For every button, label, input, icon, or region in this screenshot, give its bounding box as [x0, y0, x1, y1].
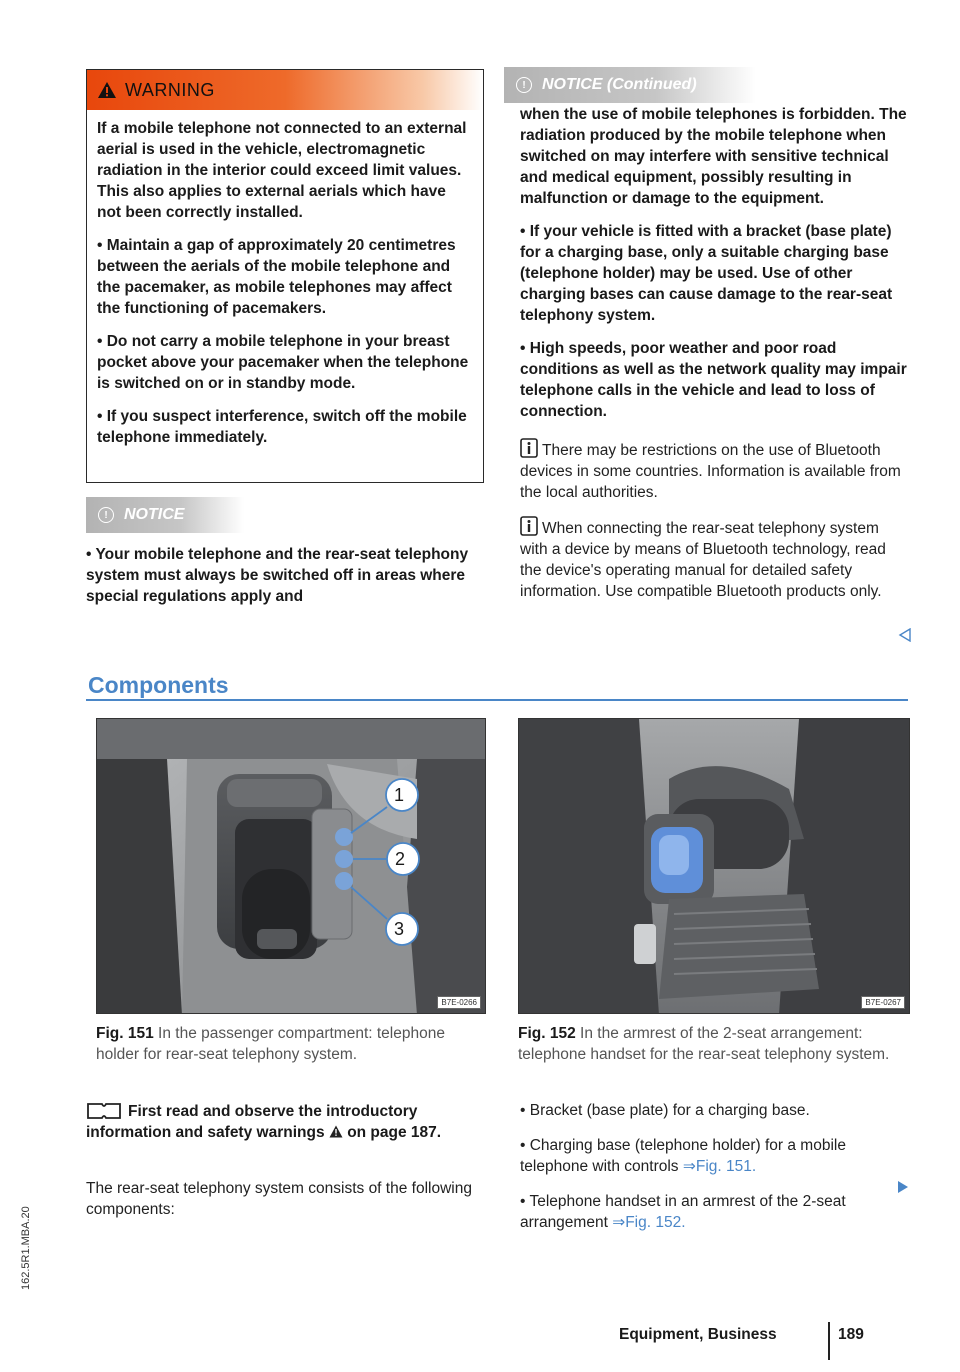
figure-link[interactable]: ⇒Fig. 151.: [682, 1158, 757, 1175]
notice-text-right: [520, 104, 915, 434]
warning-paragraph: If a mobile telephone not connected to an external aerial is used in the vehicle, electromagnetic radiation in the interior could exceed limit values. This also applies to external aerials which have not been correctly installed.: [97, 120, 467, 221]
list-item-text: • Charging base (telephone holder) for a mobile telephone with controls: [520, 1137, 846, 1175]
warning-triangle-icon: [97, 81, 117, 99]
info-note: [520, 516, 895, 602]
continue-arrow-icon: [896, 1180, 910, 1194]
warning-body: [87, 110, 483, 448]
notice-paragraph: when the use of mobile telephones is forbidden. The radiation produced by the mobile telephone when switched on may interfere with sensitive technical and medical equipment, possibly resulting in malfunction or damage to the equipment.: [520, 106, 907, 207]
read-first-text: First read and observe the introductory information and safety warnings: [86, 1103, 418, 1141]
figure-152-caption: [518, 1023, 908, 1065]
info-note-text: There may be restrictions on the use of Bluetooth devices in some countries. Information is available from the local authorities.: [520, 442, 901, 501]
side-code: 162.5R1.MBA.20: [20, 1206, 32, 1290]
page-number: 189: [838, 1326, 864, 1343]
figure-152-image: [518, 718, 910, 1014]
figure-number: Fig. 152: [518, 1025, 576, 1042]
notice-icon: !: [516, 77, 532, 93]
figure-caption-text: In the armrest of the 2-seat arrangement: telephone handset for the rear-seat telephony system.: [518, 1025, 890, 1063]
components-list: [520, 1100, 895, 1247]
figure-151-caption: [96, 1023, 476, 1065]
notice-bullet: • High speeds, poor weather and poor road conditions as well as the network quality may impair telephone calls in the vehicle and lead to loss of connection.: [520, 340, 907, 420]
callout-1: 1: [394, 785, 405, 805]
list-item: [520, 1191, 895, 1233]
callout-3: 3: [394, 919, 405, 939]
notice-title: NOTICE: [124, 506, 185, 523]
section-divider: [86, 699, 908, 701]
warning-box: [86, 69, 484, 483]
list-item-text: • Telephone handset in an armrest of the 2-seat arrangement: [520, 1193, 846, 1231]
notice-paragraph: • Your mobile telephone and the rear-seat telephony system must always be switched off in areas where special regulations apply and: [86, 546, 469, 605]
callout-2: 2: [395, 849, 406, 869]
telephone-holder-illustration: [97, 719, 486, 1014]
notice-bullet: • If your vehicle is fitted with a bracket (base plate) for a charging base, only a suitable charging base (telephone holder) may be used. Use of other charging bases can cause damage to the rear-seat telephony system.: [520, 223, 893, 324]
book-icon: [86, 1100, 122, 1120]
notice-continued-title: NOTICE (Continued): [542, 76, 697, 93]
info-icon: [520, 438, 538, 458]
notice-continued-header: [504, 67, 756, 103]
list-item: [520, 1135, 895, 1177]
info-note: [520, 438, 910, 503]
intro-paragraph: The rear-seat telephony system consists of the following components:: [86, 1180, 472, 1218]
list-item: [520, 1100, 895, 1121]
back-arrow-icon: [898, 628, 912, 642]
figure-link[interactable]: ⇒Fig. 152.: [612, 1214, 686, 1231]
figure-151-image: [96, 718, 486, 1014]
footer-section: Equipment, Business: [619, 1326, 777, 1343]
notice-text-left: [86, 544, 486, 619]
list-item-text: • Bracket (base plate) for a charging base.: [520, 1102, 810, 1119]
intro-text: [86, 1178, 486, 1232]
page-reference: on page 187.: [347, 1124, 442, 1141]
warning-header: [87, 70, 483, 110]
section-title: Components: [88, 672, 229, 698]
figure-caption-text: In the passenger compartment: telephone holder for rear-seat telephony system.: [96, 1025, 445, 1063]
warning-bullet: • If you suspect interference, switch off the mobile telephone immediately.: [97, 408, 467, 446]
figure-number: Fig. 151: [96, 1025, 154, 1042]
figure-code: B7E-0266: [437, 996, 481, 1009]
notice-icon: !: [98, 507, 114, 523]
info-icon: [520, 516, 538, 536]
armrest-handset-illustration: [519, 719, 910, 1014]
footer-divider: [828, 1322, 830, 1360]
notice-header: [86, 497, 244, 533]
info-note-text: When connecting the rear-seat telephony system with a device by means of Bluetooth technology, read the device's operating manual for detailed safety information. Use compatible Bluetooth products only.: [520, 520, 886, 600]
warning-bullet: • Do not carry a mobile telephone in your breast pocket above your pacemaker when the telephone is switched on or in standby mode.: [97, 333, 469, 392]
read-first-note: [86, 1100, 486, 1143]
warning-title: WARNING: [125, 79, 215, 100]
warning-bullet: • Maintain a gap of approximately 20 centimetres between the aerials of the mobile telephone and the pacemaker, as mobile telephones may affect the functioning of pacemakers.: [97, 237, 456, 317]
figure-code: B7E-0267: [861, 996, 905, 1009]
warning-triangle-icon: [329, 1125, 343, 1138]
